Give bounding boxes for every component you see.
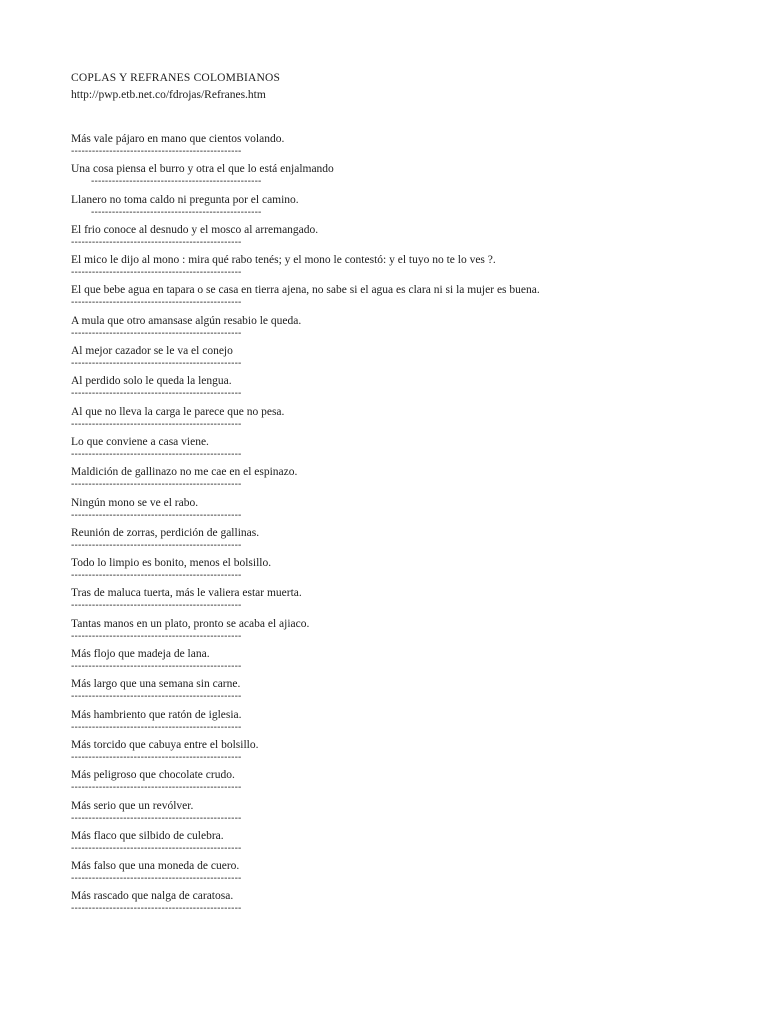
- separator-line: -------------------------------------------------: [71, 783, 242, 794]
- separator-line: -------------------------------------------------: [71, 692, 242, 703]
- separator-line: -------------------------------------------------: [71, 510, 242, 521]
- separator-line: -------------------------------------------------: [71, 813, 242, 824]
- separator-line: -------------------------------------------------: [71, 631, 242, 642]
- separator-line: -------------------------------------------------: [71, 147, 242, 157]
- refran-text: El mico le dijo al mono : mira qué rabo tenés; y el mono le contestó: y el tuyo no te lo ves ?.: [71, 254, 496, 267]
- refran-item: [71, 799, 751, 829]
- refran-text: Más vale pájaro en mano que cientos volando.: [71, 133, 285, 145]
- refran-text: El que bebe agua en tapara o se casa en tierra ajena, no sabe si el agua es clara ni si la mujer es buena.: [71, 284, 540, 297]
- refran-text: Más rascado que nalga de caratosa.: [71, 890, 234, 903]
- refran-item: [71, 253, 751, 283]
- refran-text: Reunión de zorras, perdición de gallinas.: [71, 526, 260, 539]
- refran-item: [71, 586, 751, 616]
- refran-text: Más largo que una semana sin carne.: [71, 678, 241, 691]
- source-url: http://pwp.etb.net.co/fdrojas/Refranes.htm: [71, 89, 266, 101]
- separator-line: -------------------------------------------------: [71, 268, 242, 279]
- refran-item: [71, 405, 751, 435]
- separator-line: -------------------------------------------------: [71, 480, 242, 491]
- refran-item: [71, 374, 751, 404]
- separator-line: -------------------------------------------------: [71, 722, 242, 733]
- refran-item: [71, 223, 751, 253]
- refran-item: [71, 556, 751, 586]
- refran-item: [71, 162, 751, 192]
- refran-item: [71, 768, 751, 798]
- refranes-list: [71, 132, 751, 920]
- separator-line: -------------------------------------------------: [71, 328, 242, 339]
- separator-line: -------------------------------------------------: [71, 662, 242, 673]
- refran-text: Más peligroso que chocolate crudo.: [71, 769, 235, 782]
- separator-line: -------------------------------------------------: [71, 843, 242, 854]
- refran-item: [71, 829, 751, 859]
- refran-item: [71, 738, 751, 768]
- refran-item: [71, 344, 751, 374]
- separator-line: -------------------------------------------------: [71, 874, 242, 885]
- refran-item: [71, 283, 751, 313]
- separator-line: -------------------------------------------------: [71, 571, 242, 582]
- refran-text: Ningún mono se ve el rabo.: [71, 496, 199, 509]
- refran-text: Más torcido que cabuya entre el bolsillo.: [71, 738, 259, 751]
- refran-text: Al mejor cazador se le va el conejo: [71, 345, 233, 358]
- separator-line: -------------------------------------------------: [71, 389, 242, 400]
- refran-item: [71, 526, 751, 556]
- refran-item: [71, 132, 751, 162]
- separator-line: -------------------------------------------------: [71, 298, 242, 309]
- separator-line: -------------------------------------------------: [71, 540, 242, 551]
- refran-item: [71, 193, 751, 223]
- separator-line: -------------------------------------------------: [71, 359, 242, 370]
- refran-text: Más serio que un revólver.: [71, 799, 194, 812]
- refran-text: Lo que conviene a casa viene.: [71, 435, 209, 448]
- refran-text: El frio conoce al desnudo y el mosco al arremangado.: [71, 223, 319, 236]
- refran-item: [71, 859, 751, 889]
- refran-text: Una cosa piensa el burro y otra el que lo está enjalmando: [71, 163, 334, 176]
- refran-text: Más hambriento que ratón de iglesia.: [71, 708, 242, 721]
- separator-line: -------------------------------------------------: [91, 207, 262, 218]
- separator-line: -------------------------------------------------: [71, 752, 242, 763]
- separator-line: -------------------------------------------------: [71, 419, 242, 430]
- refran-text: Tras de maluca tuerta, más le valiera estar muerta.: [71, 587, 302, 600]
- refran-item: [71, 708, 751, 738]
- refran-text: Maldición de gallinazo no me cae en el espinazo.: [71, 466, 298, 479]
- refran-text: Al perdido solo le queda la lengua.: [71, 375, 232, 388]
- refran-text: Llanero no toma caldo ni pregunta por el camino.: [71, 193, 299, 206]
- refran-item: [71, 314, 751, 344]
- refran-text: Más falso que una moneda de cuero.: [71, 860, 240, 873]
- document-title: COPLAS Y REFRANES COLOMBIANOS: [71, 72, 281, 84]
- separator-line: -------------------------------------------------: [71, 601, 242, 612]
- refran-text: Tantas manos en un plato, pronto se acaba el ajiaco.: [71, 617, 310, 630]
- separator-line: -------------------------------------------------: [71, 904, 242, 915]
- refran-item: [71, 677, 751, 707]
- refran-text: Más flojo que madeja de lana.: [71, 648, 210, 661]
- refran-text: A mula que otro amansase algún resabio le queda.: [71, 314, 302, 327]
- refran-item: [71, 889, 751, 919]
- separator-line: -------------------------------------------------: [91, 177, 262, 188]
- refran-item: [71, 496, 751, 526]
- separator-line: -------------------------------------------------: [71, 449, 242, 460]
- refran-item: [71, 465, 751, 495]
- separator-line: -------------------------------------------------: [71, 237, 242, 248]
- refran-text: Más flaco que silbido de culebra.: [71, 829, 224, 842]
- refran-item: [71, 435, 751, 465]
- refran-text: Al que no lleva la carga le parece que no pesa.: [71, 405, 285, 418]
- refran-item: [71, 647, 751, 677]
- refran-item: [71, 617, 751, 647]
- refran-text: Todo lo limpio es bonito, menos el bolsillo.: [71, 557, 272, 570]
